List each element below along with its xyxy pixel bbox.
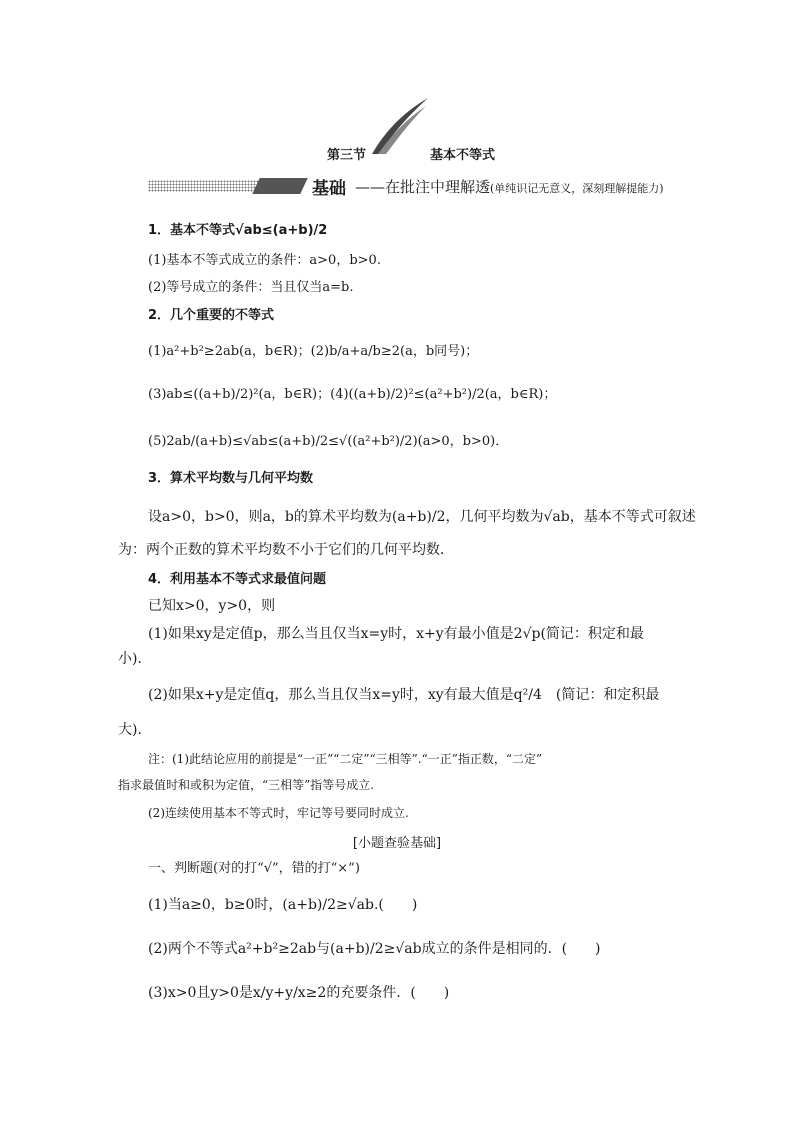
heading-1: 1．基本不等式√ab≤(a+b)/2	[148, 223, 328, 238]
text-line: 大)．	[118, 722, 152, 738]
text-line: (1)如果xy是定值p，那么当且仅当x=y时，x+y有最小值是2√p(简记：积定和最	[148, 626, 644, 642]
note-line: 指求最值时和或积为定值，“三相等”指等号成立.	[118, 778, 375, 792]
section-number: 第三节	[327, 148, 367, 163]
text-line: (2)等号成立的条件：当且仅当a=b.	[148, 280, 354, 295]
banner-sub-text: ——在批注中理解透	[355, 178, 491, 196]
text-line: 为：两个正数的算术平均数不小于它们的几何平均数．	[118, 542, 454, 558]
text-line: 设a>0，b>0，则a，b的算术平均数为(a+b)/2，几何平均数为√ab，基本不等式可叙述	[148, 509, 696, 525]
question-heading: 一、判断题(对的打“√”，错的打“×”)	[148, 861, 360, 876]
note-line: 注：(1)此结论应用的前提是“一正”“二定”“三相等”.“一正”指正数，“二定”	[148, 752, 543, 766]
text-line: (1)a²+b²≥2ab(a，b∈R)；(2)b/a+a/b≥2(a，b同号)；	[148, 344, 479, 359]
subsection-title: [小题查验基础]	[352, 836, 442, 851]
banner	[148, 176, 678, 198]
section-topic: 基本不等式	[430, 148, 496, 163]
text-line: 已知x>0，y>0，则	[148, 598, 276, 614]
question-item: (1)当a≥0，b≥0时，(a+b)/2≥√ab.( )	[148, 897, 418, 913]
text-line: (1)基本不等式成立的条件：a>0，b>0.	[148, 253, 381, 268]
note-line: (2)连续使用基本不等式时，牢记等号要同时成立.	[148, 806, 409, 820]
banner-main: 基础	[312, 179, 346, 199]
banner-bar-decoration	[252, 178, 307, 194]
banner-dots-decoration	[148, 180, 260, 192]
heading-2: 2．几个重要的不等式	[148, 308, 275, 323]
swoosh-decoration-icon	[368, 96, 430, 158]
banner-sub	[355, 176, 664, 197]
text-line: (3)ab≤((a+b)/2)²(a，b∈R)；(4)((a+b)/2)²≤(a²+b²)/2(a，b∈R)；	[148, 387, 557, 402]
text-line: (2)如果x+y是定值q，那么当且仅当x=y时，xy有最大值是q²/4 (简记：和定积最	[148, 687, 660, 703]
question-item: (3)x>0且y>0是x/y+y/x≥2的充要条件．( )	[148, 985, 450, 1001]
text-line: 小)．	[118, 651, 152, 667]
banner-note: (单纯识记无意义，深刻理解提能力)	[490, 182, 664, 195]
text-line: (5)2ab/(a+b)≤√ab≤(a+b)/2≤√((a²+b²)/2)(a>0，b>0)．	[148, 434, 509, 449]
heading-3: 3．算术平均数与几何平均数	[148, 471, 314, 486]
heading-4: 4．利用基本不等式求最值问题	[148, 572, 327, 587]
question-item: (2)两个不等式a²+b²≥2ab与(a+b)/2≥√ab成立的条件是相同的．( )	[148, 941, 601, 957]
